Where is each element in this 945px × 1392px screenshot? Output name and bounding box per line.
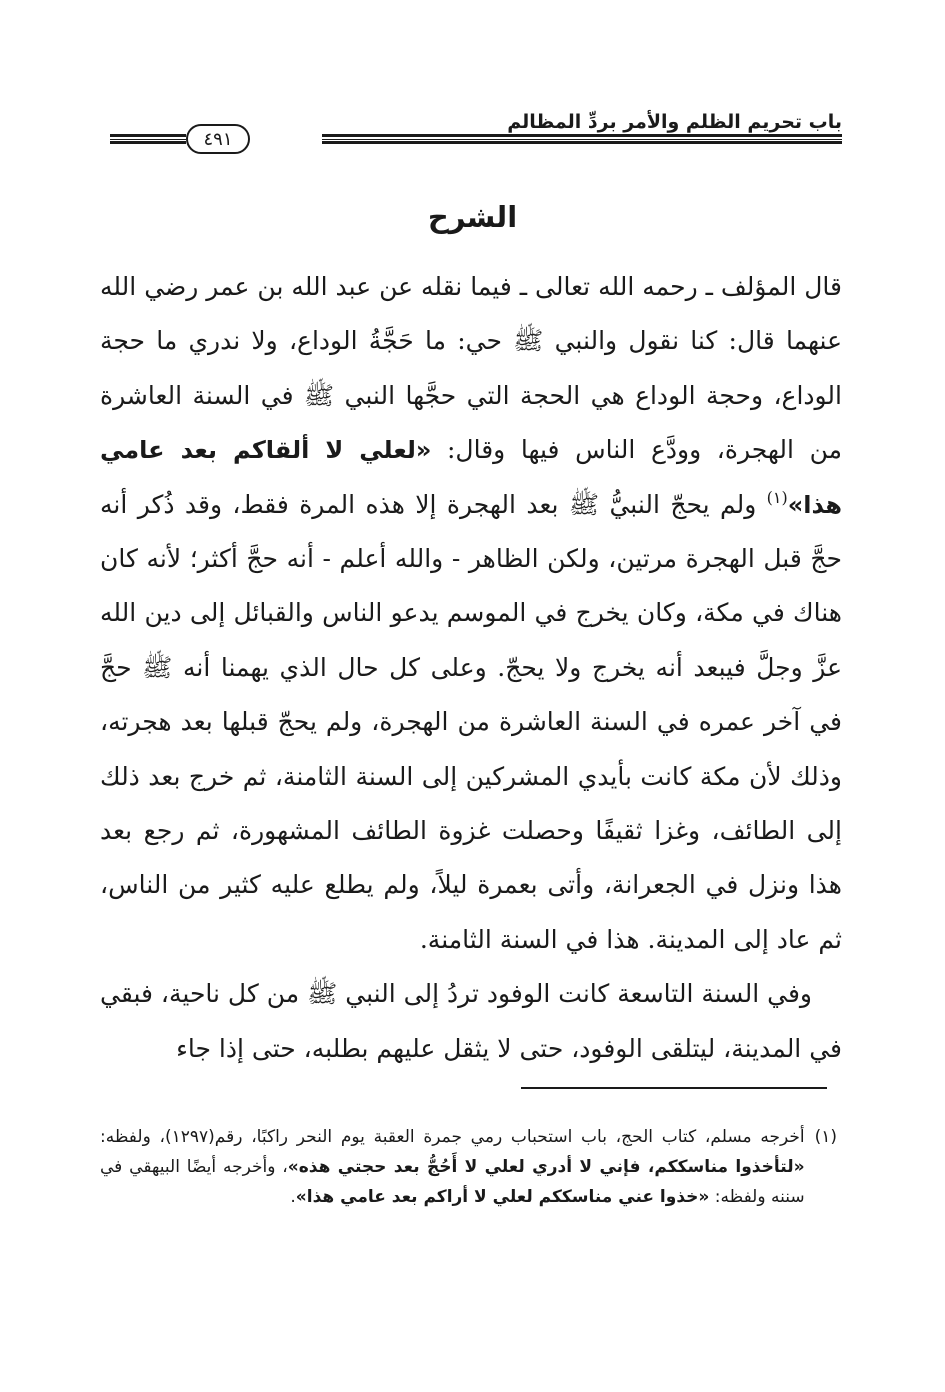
paragraph-1-part-1: قال المؤلف ـ رحمه الله تعالى ـ فيما نقله عن عبد الله بن عمر رضي الله عنهما قال: كنا نقول والنبي ﷺ حي: ما حَجَّةُ الوداع، ولا ندري ما حجة الوداع، وحجة الوداع هي الحجة التي حجَّها النبي ﷺ في السنة العاشرة من الهجرة، وودَّع الناس فيها وقال:: [100, 272, 842, 465]
footnote-separator: [521, 1087, 827, 1089]
footnote-quote-2: «خذوا عني مناسككم لعلي لا أراكم بعد عامي هذا»: [295, 1187, 710, 1207]
footnote-text-3: .: [290, 1187, 296, 1207]
header-rule-left: [110, 134, 186, 144]
paragraph-2: وفي السنة التاسعة كانت الوفود تردُ إلى النبي ﷺ من كل ناحية، فبقي في المدينة، ليتلقى الوفود، حتى لا يثقل عليهم بطلبه، حتى إذا جاء: [100, 979, 842, 1063]
footnote-quote-1: «لتأخذوا مناسككم، فإني لا أدري لعلي لا أَحُجُّ بعد حجتي هذه»: [287, 1157, 805, 1177]
page-number: ٤٩١: [186, 124, 250, 154]
section-title: الشرح: [427, 200, 518, 234]
footnote-reference[interactable]: (١): [766, 487, 788, 507]
body-text: [100, 260, 842, 1076]
footnote-marker: (١): [814, 1127, 837, 1147]
footnote-text-1: أخرجه مسلم، كتاب الحج، باب استحباب رمي جمرة العقبة يوم النحر راكبًا، رقم(١٢٩٧)، ولفظه:: [100, 1127, 805, 1147]
hadith-quote: «لعلي لا ألقاكم بعد عامي هذا»: [100, 436, 842, 519]
running-header-title: باب تحريم الظلم والأمر بردِّ المظالم: [507, 111, 842, 133]
header-rule: [322, 134, 842, 144]
footnote-body: [100, 1122, 805, 1212]
paragraph-1-part-2: ولم يحجّ النبيُّ ﷺ بعد الهجرة إلا هذه المرة فقط، وقد ذُكر أنه حجَّ قبل الهجرة مرتين، ولكن الظاهر - والله أعلم - أنه حجَّ أكثر؛ لأنه كان هناك في مكة، وكان يخرج في الموسم يدعو الناس والقبائل إلى دين الله عزَّ وجلَّ فيبعد أنه يخرج ولا يحجّ. وعلى كل حال الذي يهمنا أنه ﷺ حجَّ في آخر عمره في السنة العاشرة من الهجرة، ولم يحجّ قبلها بعد هجرته، وذلك لأن مكة كانت بأيدي المشركين إلى السنة الثامنة، ثم خرج بعد ذلك إلى الطائف، وغزا ثقيفًا وحصلت غزوة الطائف المشهورة، ثم رجع بعد هذا ونزل في الجعرانة، وأتى بعمرة ليلاً، ولم يطلع عليه كثير من الناس، ثم عاد إلى المدينة. هذا في السنة الثامنة.: [100, 489, 842, 954]
footnote-text-2: ، وأخرجه أيضًا البيهقي في سننه ولفظه:: [100, 1157, 805, 1207]
footnote: [100, 1122, 837, 1212]
paragraph-1: [100, 260, 842, 967]
